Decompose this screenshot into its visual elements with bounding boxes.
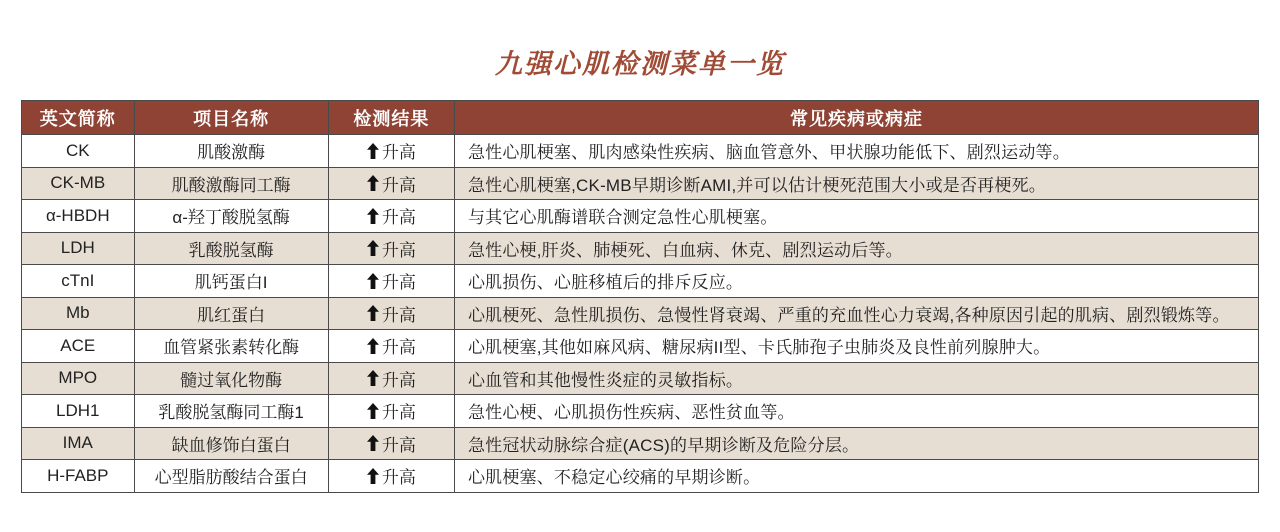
cell-project-name: 肌酸激酶同工酶 (134, 167, 328, 200)
cell-project-name: 缺血修饰白蛋白 (134, 427, 328, 460)
cell-test-result (328, 460, 454, 493)
result-indicator (367, 463, 416, 488)
cell-english-abbr: CK (22, 135, 135, 168)
result-label: 升高 (381, 338, 416, 357)
cardiac-markers-table (21, 100, 1259, 493)
cell-english-abbr: IMA (22, 427, 135, 460)
cell-diseases: 心肌梗死、急性肌损伤、急慢性肾衰竭、严重的充血性心力衰竭,各种原因引起的肌病、剧烈锻炼等。 (454, 297, 1258, 330)
cell-test-result (328, 167, 454, 200)
table-header-row (22, 101, 1259, 135)
cell-test-result (328, 395, 454, 428)
cell-diseases: 心血管和其他慢性炎症的灵敏指标。 (454, 362, 1258, 395)
cell-project-name: 髓过氧化物酶 (134, 362, 328, 395)
cell-english-abbr: CK-MB (22, 167, 135, 200)
result-indicator (367, 366, 416, 391)
result-label: 升高 (381, 143, 416, 162)
result-label: 升高 (381, 208, 416, 227)
column-header-test-result: 检测结果 (328, 101, 454, 135)
column-header-project-name: 项目名称 (134, 101, 328, 135)
cell-diseases: 急性冠状动脉综合症(ACS)的早期诊断及危险分层。 (454, 427, 1258, 460)
arrow-up-icon (367, 305, 379, 321)
table-row (22, 395, 1259, 428)
cell-test-result (328, 265, 454, 298)
result-indicator (367, 398, 416, 423)
cell-project-name: α-羟丁酸脱氢酶 (134, 200, 328, 233)
result-indicator (367, 203, 416, 228)
cell-english-abbr: ACE (22, 330, 135, 363)
table-row (22, 460, 1259, 493)
arrow-up-icon (367, 403, 379, 419)
column-header-english-abbr: 英文简称 (22, 101, 135, 135)
result-label: 升高 (381, 468, 416, 487)
cell-diseases: 心肌梗塞、不稳定心绞痛的早期诊断。 (454, 460, 1258, 493)
result-label: 升高 (381, 370, 416, 390)
cell-project-name: 血管紧张素转化酶 (134, 330, 328, 363)
result-indicator (367, 333, 416, 358)
cell-diseases: 急性心肌梗塞,CK-MB早期诊断AMI,并可以估计梗死范围大小或是否再梗死。 (454, 167, 1258, 200)
cell-diseases: 与其它心肌酶谱联合测定急性心肌梗塞。 (454, 200, 1258, 233)
arrow-up-icon (367, 273, 379, 289)
table-row (22, 330, 1259, 363)
table-row (22, 200, 1259, 233)
cell-diseases: 急性心肌梗塞、肌肉感染性疾病、脑血管意外、甲状腺功能低下、剧烈运动等。 (454, 135, 1258, 168)
cell-english-abbr: LDH1 (22, 395, 135, 428)
result-label: 升高 (381, 273, 416, 292)
cell-project-name: 乳酸脱氢酶 (134, 232, 328, 265)
table-row (22, 297, 1259, 330)
result-indicator (367, 138, 416, 163)
cell-diseases: 急性心梗、心肌损伤性疾病、恶性贫血等。 (454, 395, 1258, 428)
result-indicator (367, 431, 416, 456)
table-row (22, 167, 1259, 200)
arrow-up-icon (367, 370, 379, 386)
cell-english-abbr: cTnI (22, 265, 135, 298)
arrow-up-icon (367, 240, 379, 256)
arrow-up-icon (367, 208, 379, 224)
result-indicator (367, 301, 416, 326)
table-row (22, 135, 1259, 168)
arrow-up-icon (367, 468, 379, 484)
cell-test-result (328, 362, 454, 395)
cell-project-name: 肌酸激酶 (134, 135, 328, 168)
result-indicator (367, 171, 416, 196)
arrow-up-icon (367, 338, 379, 354)
cell-english-abbr: α-HBDH (22, 200, 135, 233)
cell-diseases: 心肌梗塞,其他如麻风病、糖尿病II型、卡氏肺孢子虫肺炎及良性前列腺肿大。 (454, 330, 1258, 363)
table-row (22, 265, 1259, 298)
cell-english-abbr: LDH (22, 232, 135, 265)
table-row (22, 232, 1259, 265)
result-label: 升高 (381, 240, 416, 260)
cell-project-name: 肌红蛋白 (134, 297, 328, 330)
cell-project-name: 心型脂肪酸结合蛋白 (134, 460, 328, 493)
cell-project-name: 乳酸脱氢酶同工酶1 (134, 395, 328, 428)
arrow-up-icon (367, 435, 379, 451)
column-header-diseases: 常见疾病或病症 (454, 101, 1258, 135)
cell-test-result (328, 427, 454, 460)
cell-test-result (328, 135, 454, 168)
cell-project-name: 肌钙蛋白I (134, 265, 328, 298)
cell-english-abbr: MPO (22, 362, 135, 395)
arrow-up-icon (367, 143, 379, 159)
cell-test-result (328, 330, 454, 363)
result-label: 升高 (381, 435, 416, 455)
cell-english-abbr: H-FABP (22, 460, 135, 493)
result-indicator (367, 268, 416, 293)
cell-test-result (328, 297, 454, 330)
cell-test-result (328, 232, 454, 265)
result-label: 升高 (381, 175, 416, 195)
table-row (22, 427, 1259, 460)
cell-test-result (328, 200, 454, 233)
result-indicator (367, 236, 416, 261)
cell-diseases: 心肌损伤、心脏移植后的排斥反应。 (454, 265, 1258, 298)
arrow-up-icon (367, 175, 379, 191)
page-title: 九强心肌检测菜单一览 (495, 49, 785, 79)
cell-diseases: 急性心梗,肝炎、肺梗死、白血病、休克、剧烈运动后等。 (454, 232, 1258, 265)
result-label: 升高 (381, 305, 416, 325)
result-label: 升高 (381, 403, 416, 422)
table-row (22, 362, 1259, 395)
cell-english-abbr: Mb (22, 297, 135, 330)
